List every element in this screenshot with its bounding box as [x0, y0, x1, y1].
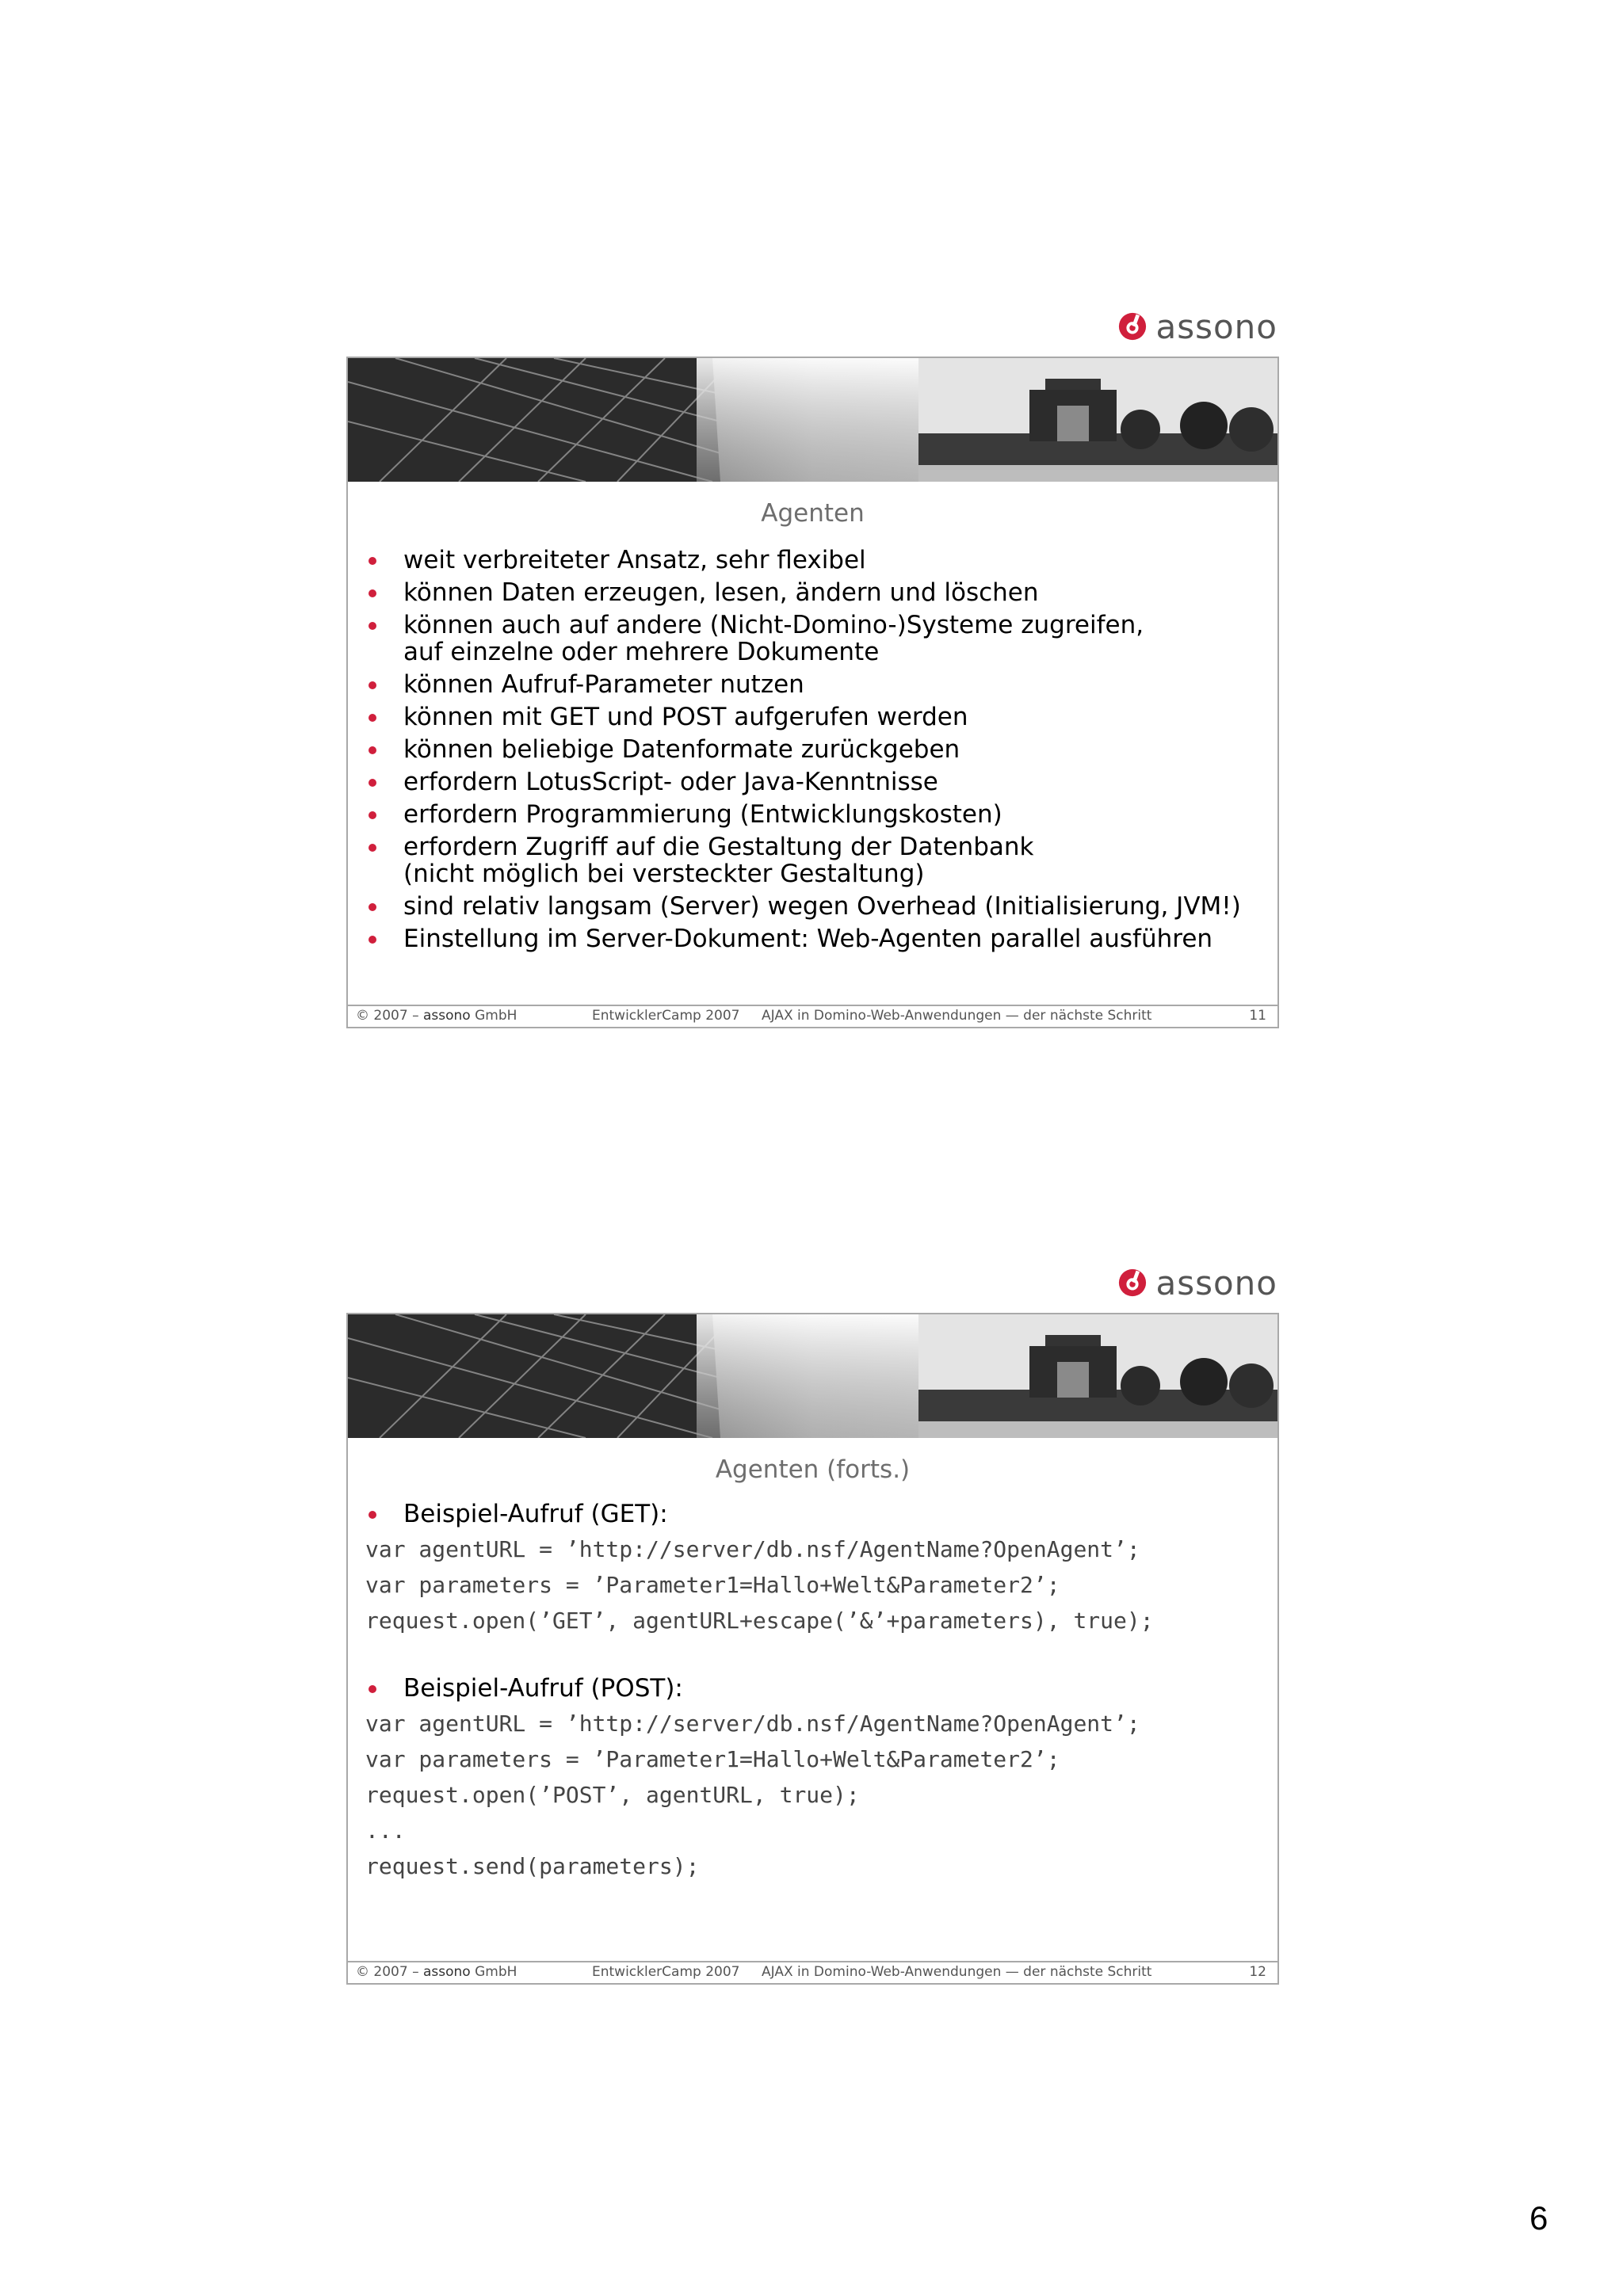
code-line: var agentURL = ’http://server/db.nsf/AgentName?OpenAgent’; — [365, 1536, 1140, 1562]
list-item: können beliebige Datenformate zurückgeben — [365, 736, 1277, 763]
assono-logo-icon — [1117, 311, 1148, 341]
list-item: erfordern Programmierung (Entwicklungskosten) — [365, 801, 1277, 828]
list-item-line: (nicht möglich bei versteckter Gestaltung) — [403, 860, 925, 888]
slide-11 — [346, 307, 1277, 1028]
slide-title: Agenten (forts.) — [715, 1455, 911, 1484]
list-item: Einstellung im Server-Dokument: Web-Agenten parallel ausführen — [365, 925, 1277, 952]
list-item: können mit GET und POST aufgerufen werden — [365, 704, 1277, 730]
footer-copyright: © 2007 – assono GmbH — [356, 1008, 517, 1024]
list-item-line: können auch auf andere (Nicht-Domino-)Systeme zugreifen, — [403, 611, 1144, 639]
slide-frame — [346, 1313, 1279, 1985]
list-item — [365, 833, 1277, 887]
header-photo — [348, 1314, 1277, 1438]
page-number: 6 — [1529, 2199, 1549, 2237]
footer-talk-title: AJAX in Domino-Web-Anwendungen — der nächste Schritt — [762, 1964, 1152, 1980]
slide-footer — [348, 1961, 1277, 1983]
get-example-label: Beispiel-Aufruf (GET): — [348, 1500, 1277, 1528]
code-line: request.open(’GET’, agentURL+escape(’&’+parameters), true); — [365, 1608, 1154, 1634]
code-line: var agentURL = ’http://server/db.nsf/AgentName?OpenAgent’; — [365, 1711, 1140, 1737]
footer-copyright: © 2007 – assono GmbH — [356, 1964, 517, 1980]
footer-event: EntwicklerCamp 2007 — [592, 1964, 740, 1980]
get-code-block — [348, 1531, 1277, 1638]
slide-title: Agenten — [761, 499, 865, 528]
bullet-list — [348, 547, 1277, 952]
logo-wordmark: assono — [1155, 1263, 1277, 1302]
list-item — [365, 612, 1277, 666]
slide-footer — [348, 1005, 1277, 1027]
footer-talk-title: AJAX in Domino-Web-Anwendungen — der nächste Schritt — [762, 1008, 1152, 1024]
slide-number: 11 — [1249, 1008, 1266, 1024]
list-item: erfordern LotusScript- oder Java-Kenntnisse — [365, 769, 1277, 795]
code-line: request.send(parameters); — [365, 1853, 700, 1879]
header-photo — [348, 358, 1277, 482]
code-line: var parameters = ’Parameter1=Hallo+Welt&Parameter2’; — [365, 1746, 1060, 1772]
assono-logo — [1117, 1264, 1277, 1302]
logo-wordmark: assono — [1155, 307, 1277, 346]
footer-event: EntwicklerCamp 2007 — [592, 1008, 740, 1024]
post-example-label: Beispiel-Aufruf (POST): — [348, 1674, 1277, 1703]
list-item-line: auf einzelne oder mehrere Dokumente — [403, 638, 880, 666]
slide-number: 12 — [1249, 1964, 1266, 1980]
code-line: var parameters = ’Parameter1=Hallo+Welt&Parameter2’; — [365, 1572, 1060, 1598]
code-line: request.open(’POST’, agentURL, true); — [365, 1782, 860, 1808]
slide-12 — [346, 1264, 1277, 1985]
assono-logo-icon — [1117, 1268, 1148, 1298]
list-item: sind relativ langsam (Server) wegen Overhead (Initialisierung, JVM!) — [365, 893, 1277, 920]
code-line: ... — [365, 1817, 406, 1844]
slide-frame — [346, 357, 1279, 1028]
list-item: weit verbreiteter Ansatz, sehr flexibel — [365, 547, 1277, 574]
list-item: können Daten erzeugen, lesen, ändern und löschen — [365, 579, 1277, 606]
post-code-block — [348, 1706, 1277, 1884]
list-item: können Aufruf-Parameter nutzen — [365, 671, 1277, 698]
list-item-line: erfordern Zugriff auf die Gestaltung der Datenbank — [403, 833, 1034, 861]
assono-logo — [1117, 307, 1277, 345]
